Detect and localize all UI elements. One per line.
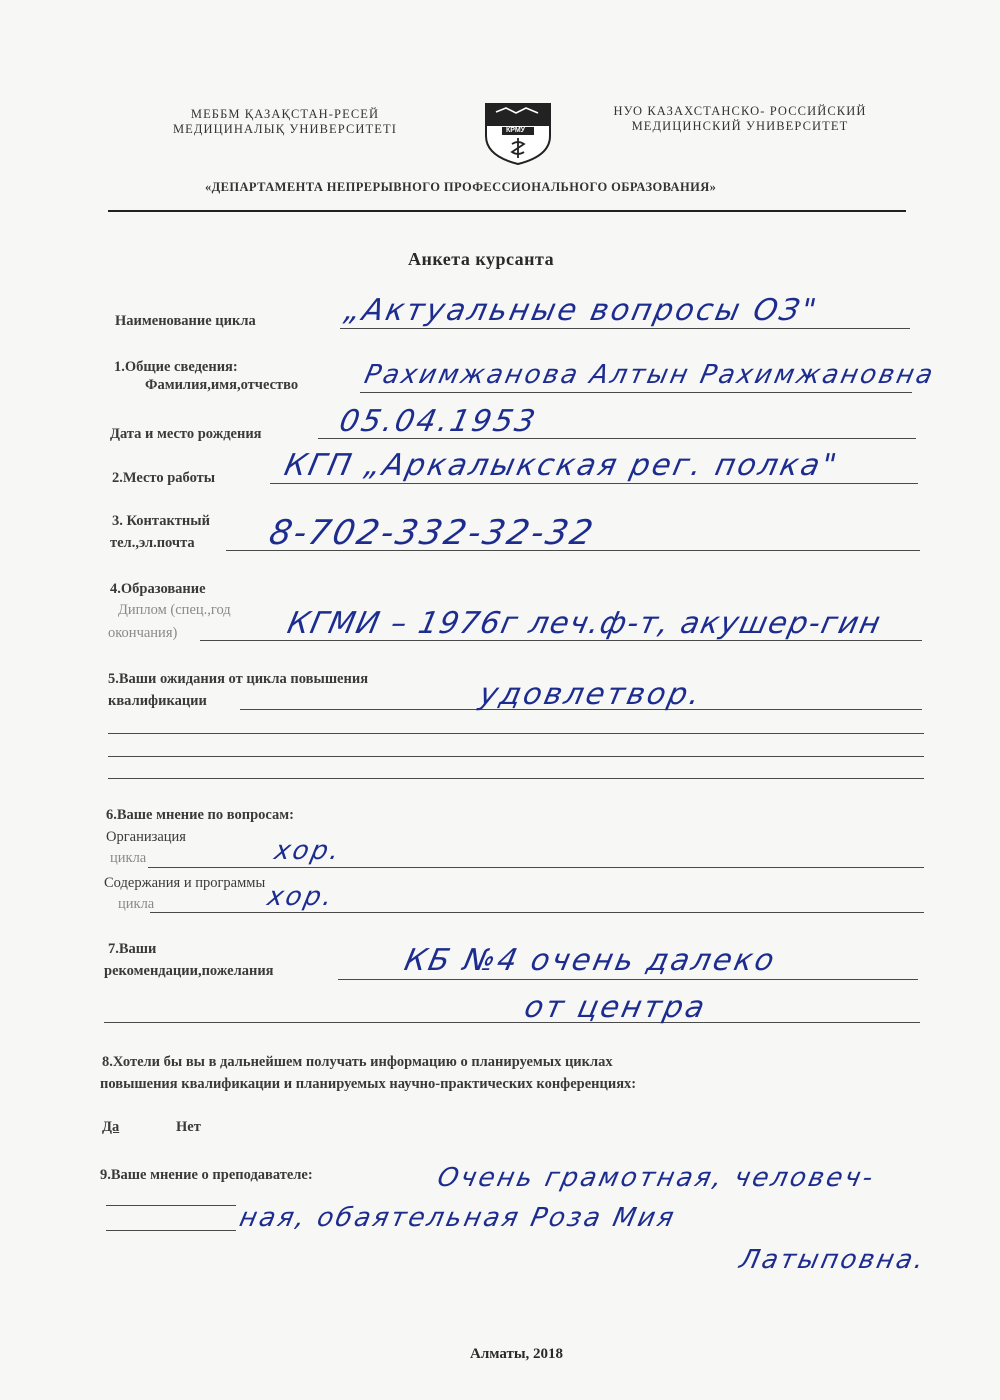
expectations-label-2: квалификации [108,693,207,709]
organization-label-2: цикла [110,850,147,866]
organization-value[interactable]: хор. [271,836,345,866]
contact-label-2: тел.,эл.почта [110,535,195,551]
recommendations-line-1 [338,979,918,980]
recommendations-label-2: рекомендации,пожелания [104,963,274,979]
cycle-value[interactable]: „Актуальные вопросы ОЗ" [341,293,822,328]
footer-city-year: Алматы, 2018 [470,1346,564,1362]
cycle-line [340,328,910,329]
no-option[interactable]: Нет [176,1119,201,1135]
education-label-2: Диплом (спец.,год [118,602,231,618]
teacher-value-3[interactable]: Латыповна. [736,1245,929,1275]
content-value[interactable]: хор. [264,882,338,912]
content-label-1: Содержания и программы [104,875,266,891]
yes-option[interactable]: Да [102,1119,120,1135]
recommendations-label-1: 7.Ваши [108,941,157,957]
kazakh-line-1: МЕББМ ҚАЗАҚСТАН-РЕСЕЙ [190,107,380,121]
russian-line-2: МЕДИЦИНСКИЙ УНИВЕРСИТЕТ [631,119,849,133]
kazakh-line-2: МЕДИЦИНАЛЫҚ УНИВЕРСИТЕТІ [172,122,398,136]
expectations-line-3 [108,756,924,757]
header-divider [108,210,906,212]
work-label: 2.Место работы [112,470,216,486]
opinion-label: 6.Ваше мнение по вопросам: [106,807,294,823]
info-question-line-2: повышения квалификации и планируемых научно-практических конференциях: [100,1076,637,1092]
recommendations-value-2[interactable]: от центра [521,990,710,1025]
university-name-kazakh [150,107,420,137]
university-logo [482,100,554,166]
teacher-line-2 [106,1230,236,1231]
expectations-line-2 [108,733,924,734]
fio-label: Фамилия,имя,отчество [145,377,299,393]
education-label-1: 4.Образование [110,581,206,597]
education-value[interactable]: КГМИ – 1976г леч.ф-т, акушер-гин [284,606,885,641]
content-label-2: цикла [118,896,155,912]
birth-value[interactable]: 05.04.1953 [336,404,541,439]
page-title: Анкета курсанта [408,249,555,269]
department-name: «ДЕПАРТАМЕНТА НЕПРЕРЫВНОГО ПРОФЕССИОНАЛЬНОГО ОБРАЗОВАНИЯ» [205,180,717,194]
organization-line [148,867,924,868]
teacher-opinion-label: 9.Ваше мнение о преподавателе: [100,1167,313,1183]
russian-line-1: НУО КАЗАХСТАНСКО- РОССИЙСКИЙ [613,104,867,118]
organization-label-1: Организация [106,829,186,845]
info-question-line-1: 8.Хотели бы вы в дальнейшем получать информацию о планируемых циклах [102,1054,613,1070]
logo-text: КРМУ [506,127,526,134]
work-line [270,483,918,484]
education-label-3: окончания) [108,625,178,641]
fio-value[interactable]: Рахимжанова Алтын Рахимжановна [361,360,938,390]
expectations-line-4 [108,778,924,779]
teacher-value-1[interactable]: Очень грамотная, человеч- [434,1163,878,1193]
contact-value[interactable]: 8-702-332-32-32 [265,513,599,553]
expectations-value[interactable]: удовлетвор. [476,677,706,712]
cycle-label: Наименование цикла [115,313,256,329]
contact-label-1: 3. Контактный [112,513,210,529]
university-name-russian [590,104,890,134]
birth-label: Дата и место рождения [110,426,262,442]
expectations-label-1: 5.Ваши ожидания от цикла повышения [108,671,369,687]
teacher-line-1 [106,1205,236,1206]
work-value[interactable]: КГП „Аркалыкская рег. полка" [281,448,842,483]
content-line [150,912,924,913]
fio-line [360,392,912,393]
recommendations-value-1[interactable]: КБ №4 очень далеко [401,943,780,978]
recommendations-line-2 [104,1022,920,1023]
general-info-label: 1.Общие сведения: [114,359,238,375]
teacher-value-2[interactable]: ная, обаятельная Роза Мия [236,1203,679,1233]
